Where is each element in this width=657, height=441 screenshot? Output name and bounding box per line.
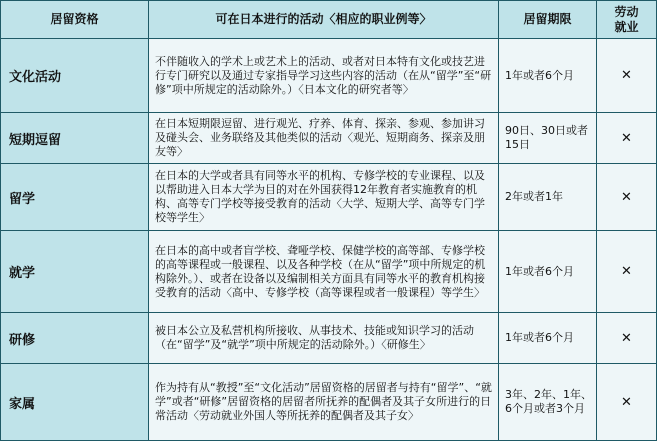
- table-row: [1, 313, 657, 364]
- header-status: 居留资格: [1, 1, 149, 39]
- table-row: [1, 364, 657, 441]
- row-period: 3年、2年、1年、6个月或者3个月: [499, 364, 597, 441]
- row-description: 在日本的大学或者具有同等水平的机构、专修学校的专业课程、以及以帮助进入日本大学为目的对在外国获得12年教育者实施教育的机构、高等专门学校等接受教育的活动〈大学、短期大学、高等专门学校等学生〉: [149, 164, 499, 231]
- row-type: 就学: [1, 231, 149, 313]
- row-period: 1年或者6个月: [499, 39, 597, 113]
- row-type: 短期逗留: [1, 113, 149, 164]
- table-row: [1, 39, 657, 113]
- row-work-permission: ✕: [597, 164, 657, 231]
- table-row: [1, 113, 657, 164]
- header-period: 居留期限: [499, 1, 597, 39]
- row-description: 在日本短期限逗留、进行观光、疗养、体育、探亲、参观、参加讲习及碰头会、业务联络及其他类似的活动〈观光、短期商务、探亲及朋友等〉: [149, 113, 499, 164]
- row-description: 不伴随收入的学术上或艺术上的活动、或者对日本特有文化或技艺进行专门研究以及通过专家指导学习这些内容的活动（在从“留学”至“研修”项中所规定的活动除外。）〈日本文化的研究者等〉: [149, 39, 499, 113]
- header-row: [1, 1, 657, 39]
- table-row: [1, 231, 657, 313]
- row-work-permission: ✕: [597, 113, 657, 164]
- row-description: 作为持有从“教授”至“文化活动”居留资格的居留者与持有“留学”、“就学”或者“研修”居留资格的居留者所抚养的配偶者及其子女所进行的日常活动〈劳动就业外国人等所抚养的配偶者及其子女〉: [149, 364, 499, 441]
- row-type: 研修: [1, 313, 149, 364]
- row-period: 1年或者6个月: [499, 313, 597, 364]
- row-period: 90日、30日或者15日: [499, 113, 597, 164]
- row-type: 留学: [1, 164, 149, 231]
- row-work-permission: ✕: [597, 364, 657, 441]
- row-work-permission: ✕: [597, 313, 657, 364]
- row-type: 家属: [1, 364, 149, 441]
- row-period: 1年或者6个月: [499, 231, 597, 313]
- header-work-text: 劳动就业: [614, 4, 639, 34]
- row-type: 文化活动: [1, 39, 149, 113]
- header-work: [597, 1, 657, 39]
- row-period: 2年或者1年: [499, 164, 597, 231]
- header-activities: 可在日本进行的活动〈相应的职业例等〉: [149, 1, 499, 39]
- table-row: [1, 164, 657, 231]
- row-description: 在日本的高中或者盲学校、聋哑学校、保健学校的高等部、专修学校的高等课程或一般课程、以及各种学校（在从“留学”项中所规定的机构除外。）、或者在设备以及编制相关方面具有同等水平的教育机构接受教育的活动〈高中、专修学校（高等课程或者一般课程）等学生〉: [149, 231, 499, 313]
- row-work-permission: ✕: [597, 39, 657, 113]
- row-description: 被日本公立及私营机构所接收、从事技术、技能或知识学习的活动（在“留学”及“就学”项中所规定的活动除外。）〈研修生〉: [149, 313, 499, 364]
- row-work-permission: ✕: [597, 231, 657, 313]
